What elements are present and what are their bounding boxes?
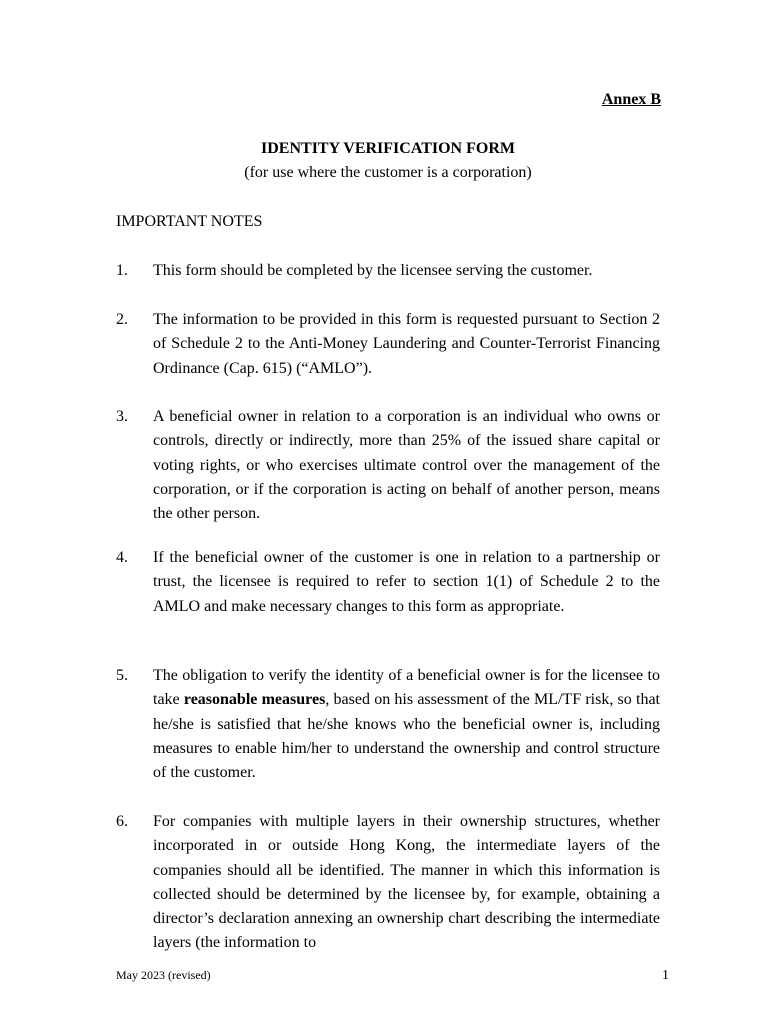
note-text: For companies with multiple layers in their ownership structures, whether incorporated in or outside Hong Kong, the intermediate layers of the companies should all be identified. The manner in which this information is collected should be determined by the licensee by, for example, obtaining a director’s declaration annexing an ownership chart describing the intermediate layers (the information to (153, 813, 660, 952)
note-text-bold: reasonable measures (183, 691, 326, 709)
note-item (116, 259, 660, 283)
note-text (153, 664, 660, 785)
form-subtitle: (for use where the customer is a corporation) (244, 164, 532, 181)
note-text: This form should be completed by the licensee serving the customer. (153, 262, 593, 279)
annex-label: Annex B (601, 91, 661, 108)
note-number: 6. (116, 813, 128, 830)
note-text-after: , based on his assessment of the ML/TF risk, so that he/she is satisfied that he/she knows who the beneficial owner is, including measures to enable him/her to understand the ownership and control structure of the customer. (153, 691, 661, 782)
note-number: 1. (116, 262, 128, 279)
note-text: A beneficial owner in relation to a corporation is an individual who owns or controls, directly or indirectly, more than 25% of the issued share capital or voting rights, or who exercises ultimate control over the management of the corporation, or if the corporation is acting on behalf of another person, means the other person. (153, 408, 660, 523)
note-number: 4. (116, 549, 128, 566)
page-number: 1 (662, 968, 669, 983)
note-item (116, 546, 660, 619)
note-item (116, 405, 660, 526)
note-text-before: The obligation to verify the identity of a beneficial owner is for the licensee to take (153, 667, 660, 709)
note-number: 2. (116, 311, 128, 328)
note-item (116, 308, 660, 381)
note-text: The information to be provided in this form is requested pursuant to Section 2 of Schedule 2 to the Anti-Money Laundering and Counter-Terrorist Financing Ordinance (Cap. 615) (“AMLO”). (153, 311, 660, 377)
important-notes-heading: IMPORTANT NOTES (116, 213, 263, 230)
note-number: 3. (116, 408, 128, 425)
note-number: 5. (116, 667, 128, 684)
footer-date: May 2023 (revised) (116, 968, 211, 982)
note-text: If the beneficial owner of the customer is one in relation to a partnership or trust, the licensee is required to refer to section 1(1) of Schedule 2 to the AMLO and make necessary changes to this form as appropriate. (153, 549, 660, 615)
form-title: IDENTITY VERIFICATION FORM (261, 140, 515, 157)
note-item (116, 664, 660, 785)
note-item (116, 810, 660, 956)
